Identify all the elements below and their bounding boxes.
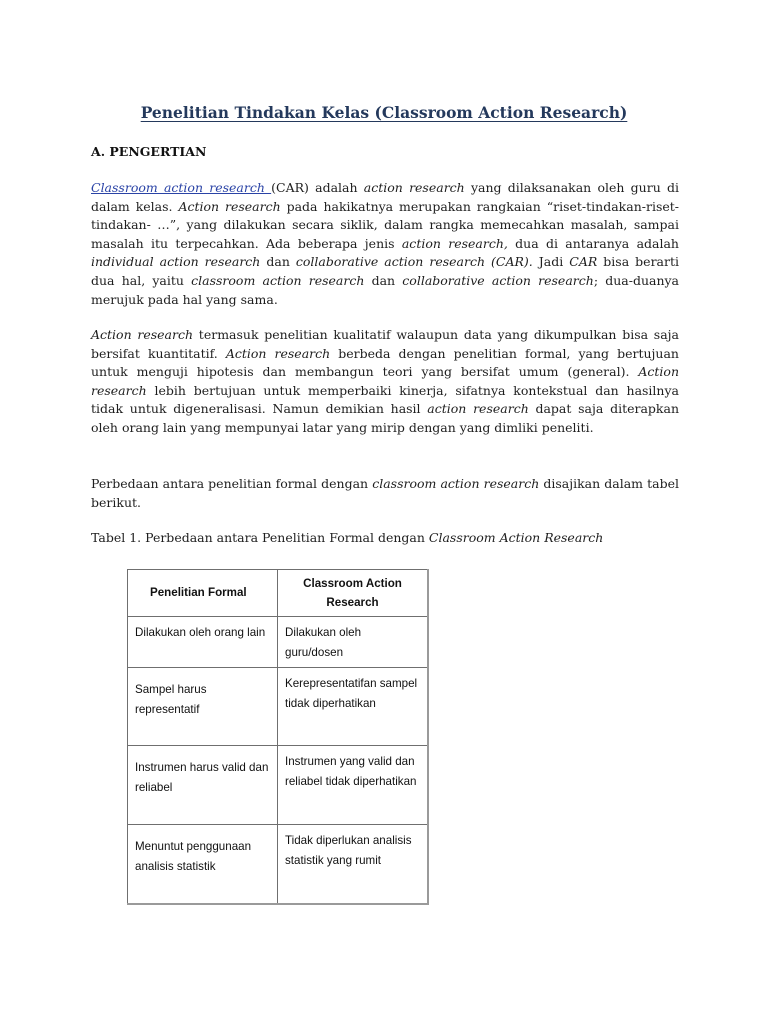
table-cell: Kerepresentatifan sampel tidak diperhatikan: [278, 668, 429, 746]
italic-term: action research,: [401, 235, 508, 251]
italic-term: Action research: [91, 364, 679, 398]
text-span: dan: [364, 272, 403, 288]
paragraph-definition: [91, 179, 679, 309]
italic-term: Classroom Action Research: [428, 530, 604, 545]
header-penelitian-formal: Penelitian Formal: [128, 570, 278, 617]
italic-term: individual action research: [91, 254, 261, 270]
italic-term: Action research: [91, 327, 194, 342]
table-row: [128, 746, 429, 825]
paragraph-comparison: [91, 326, 679, 438]
table-row: [128, 825, 429, 905]
text-span: (CAR) adalah: [271, 180, 364, 195]
italic-term: action research: [363, 180, 465, 195]
italic-term: classroom action research: [372, 476, 540, 491]
text-span: lebih bertujuan untuk memperbaiki kinerja, sifatnya kontekstual dan hasilnya tidak untuk digeneralisasi. Namun demikian hasil: [91, 382, 679, 417]
italic-term: CAR: [569, 254, 598, 270]
text-span: disajikan dalam tabel berikut.: [91, 476, 679, 510]
text-span: Tabel 1. Perbedaan antara Penelitian Formal dengan: [91, 530, 429, 545]
paragraph-table-intro: [91, 475, 679, 512]
italic-term: collaborative action research (CAR).: [295, 254, 533, 270]
text-span: yang dilaksanakan oleh guru di dalam kelas.: [91, 180, 679, 214]
table-header-row: [128, 570, 429, 617]
section-heading: A. PENGERTIAN: [91, 144, 207, 159]
text-span: pada hakikatnya merupakan rangkaian “riset-tindakan-riset-tindakan- …”, yang dilakukan secara siklik, dalam rangka memecahkan masalah, sampai masalah itu terpecahkan. Ada beberapa jenis: [91, 198, 680, 251]
classroom-action-research-link[interactable]: Classroom action research: [91, 180, 272, 195]
table-row: [128, 617, 429, 668]
italic-term: collaborative action research: [402, 272, 594, 288]
text-span: ; dua-duanya merujuk pada hal yang sama.: [91, 272, 680, 307]
table-cell: Sampel harus representatif: [128, 668, 278, 746]
italic-term: Action research: [225, 345, 331, 361]
table-cell: Instrumen harus valid dan reliabel: [128, 746, 278, 825]
table-cell: Dilakukan oleh orang lain: [128, 617, 278, 668]
table-cell: Instrumen yang valid dan reliabel tidak diperhatikan: [278, 746, 429, 825]
document-title: Penelitian Tindakan Kelas (Classroom Action Research): [140, 103, 628, 122]
table-cell: Menuntut penggunaan analisis statistik: [128, 825, 278, 905]
text-span: termasuk penelitian kualitatif walaupun data yang dikumpulkan bisa saja bersifat kuantitatif.: [91, 327, 680, 361]
table-cell: Tidak diperlukan analisis statistik yang rumit: [278, 825, 429, 905]
table-row: [128, 668, 429, 746]
text-span: Jadi: [532, 254, 570, 270]
table-cell: Dilakukan oleh guru/dosen: [278, 617, 429, 668]
italic-term: classroom action research: [191, 272, 365, 288]
text-span: dua di antaranya adalah: [507, 235, 679, 251]
text-span: berbeda dengan penelitian formal, yang bertujuan untuk menguji hipotesis dan membangun teori yang bersifat umum (general).: [91, 345, 679, 380]
text-span: Perbedaan antara penelitian formal dengan: [91, 476, 373, 491]
italic-term: action research: [427, 401, 529, 417]
text-span: bisa berarti dua hal, yaitu: [91, 254, 679, 288]
table-caption: [91, 530, 603, 545]
italic-term: Action research: [178, 198, 281, 214]
text-span: dan: [260, 254, 296, 270]
comparison-table: [127, 569, 429, 905]
text-span: dapat saja diterapkan oleh orang lain yang mempunyai latar yang mirip dengan yang dimliki peneliti.: [91, 401, 679, 435]
header-classroom-action-research: Classroom Action Research: [278, 570, 429, 617]
